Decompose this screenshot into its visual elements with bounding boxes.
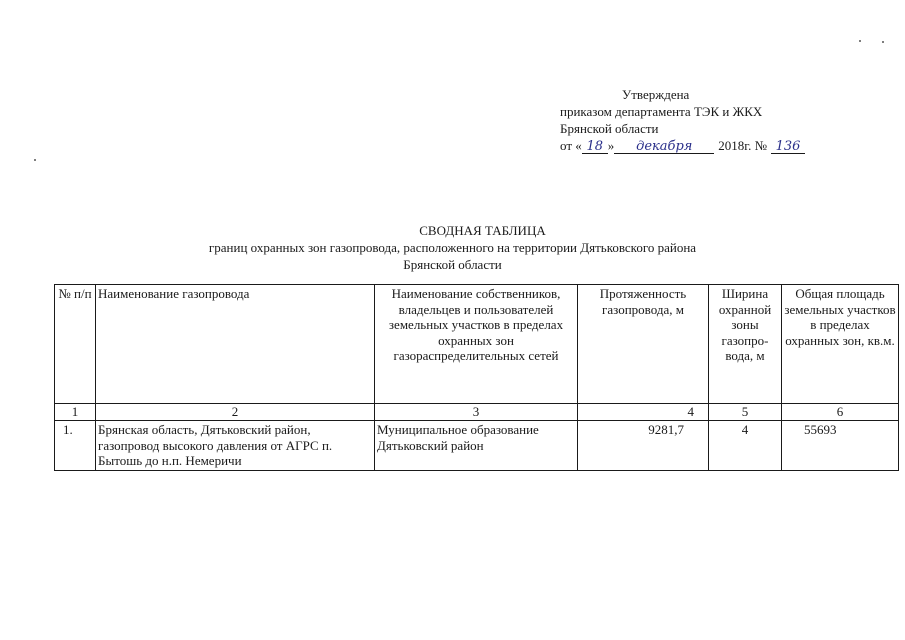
row-num: 1. (55, 421, 96, 471)
header-num: № п/п (55, 285, 96, 404)
date-year: 2018г. № (718, 138, 768, 153)
order-number-field (771, 139, 805, 154)
column-number: 1 (55, 404, 96, 421)
scan-speck (34, 159, 36, 161)
date-month: декабря (636, 139, 693, 154)
document-heading (0, 222, 905, 273)
approval-region: Брянской области (560, 121, 659, 136)
summary-table (54, 284, 899, 471)
date-mid: » (607, 138, 615, 153)
document-subtitle: границ охранных зон газопровода, расположенного на территории Дятьковского района (208, 240, 697, 255)
column-number: 4 (578, 404, 709, 421)
scan-speck (882, 41, 884, 43)
document-subtitle-region: Брянской области (403, 257, 502, 272)
column-number: 5 (709, 404, 782, 421)
row-width: 4 (709, 421, 782, 471)
header-area: Общая площадь земельных участков в пределах охранных зон, кв.м. (782, 285, 899, 404)
row-owners: Муниципальное образование Дятьковский район (375, 421, 578, 471)
order-number: 136 (775, 139, 801, 154)
column-number: 2 (96, 404, 375, 421)
header-name: Наименование газопровода (96, 285, 375, 404)
row-pipeline-name: Брянская область, Дятьковский район, газопровод высокого давления от АГРС п. Бытошь до н.п. Немеричи (96, 421, 375, 471)
approval-order: приказом департамента ТЭК и ЖКХ (560, 104, 763, 119)
date-month-field (614, 139, 714, 154)
header-length: Протяженность газопровода, м (578, 285, 709, 404)
date-day-field (582, 139, 608, 154)
header-width: Ширина охранной зоны газопро-вода, м (709, 285, 782, 404)
header-owners: Наименование собственников, владельцев и пользователей земельных участков в пределах охранных зон газораспределительных сетей (375, 285, 578, 404)
document-title: СВОДНАЯ ТАБЛИЦА (419, 223, 546, 238)
approval-block (560, 86, 805, 154)
table-header-row (55, 285, 899, 404)
approval-date-line (560, 137, 805, 154)
column-number-row (55, 404, 899, 421)
row-length: 9281,7 (578, 421, 709, 471)
column-number: 6 (782, 404, 899, 421)
table-row (55, 421, 899, 471)
date-prefix: от « (560, 138, 582, 153)
row-area: 55693 (782, 421, 899, 471)
column-number: 3 (375, 404, 578, 421)
scan-speck (859, 40, 861, 42)
date-day: 18 (586, 139, 604, 154)
approval-title: Утверждена (622, 87, 690, 102)
